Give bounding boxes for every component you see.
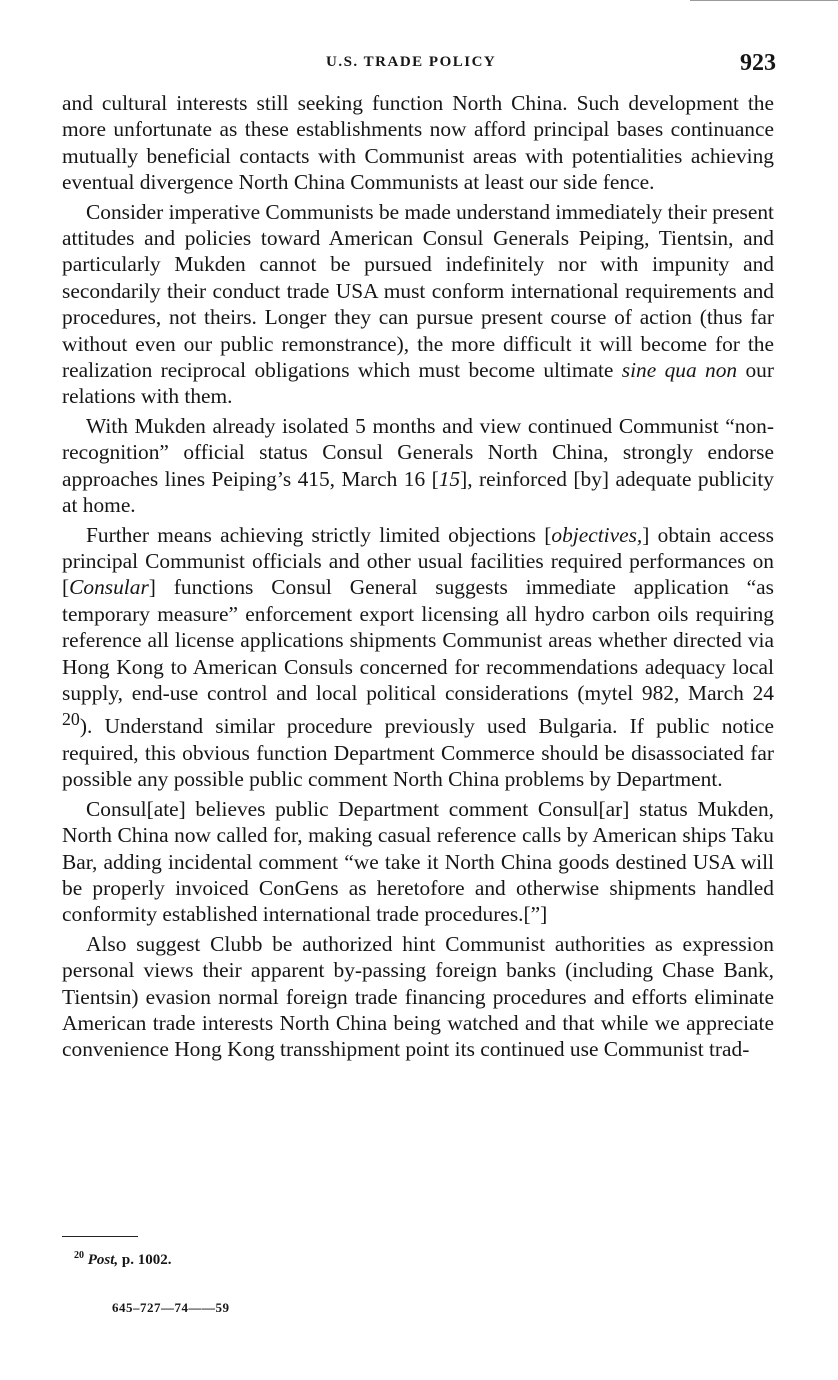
paragraph-5-text: Consul[ate] believes public Department comment Consul[ar] status Mukden, North China now called for, making casual reference calls by American ships Taku Bar, adding incidental comment “we take it North China goods destined USA will be properly invoiced ConGens as heretofore and otherwise shipments handled conformity established international trade procedures.[”] <box>62 796 774 927</box>
footnote-marker: 20 <box>74 1250 84 1261</box>
footnote-rule <box>62 1236 138 1237</box>
paragraph-3-end: ], reinforced [by] adequate publicity at home. <box>62 466 774 518</box>
scan-edge-line <box>690 0 838 1</box>
footnote-reference: 20 <box>62 709 80 730</box>
paragraph-4-text-b: ] obtain access principal Communist officials and other usual facilities required performances on [ <box>62 522 774 600</box>
paragraph-4-text-a: Further means achieving strictly limited objections [ <box>86 522 552 547</box>
paragraph-4 <box>62 522 774 793</box>
paragraph-2 <box>62 199 774 410</box>
footnote <box>74 1250 172 1269</box>
paragraph-3-text: With Mukden already isolated 5 months and view continued Communist “non-recognition” official status Consul Generals North China, strongly endorse approaches lines Peiping’s 415, March 16 [ <box>62 413 774 491</box>
paragraph-6-text: Also suggest Clubb be authorized hint Communist authorities as expression personal views their apparent by-passing foreign banks (including Chase Bank, Tientsin) evasion normal foreign trade financing procedures and efforts eliminate American trade interests North China being watched and that while we appreciate convenience Hong Kong transshipment point its continued use Communist trad- <box>62 931 774 1062</box>
editorial-correction: objectives, <box>551 522 643 547</box>
editorial-insert: 15 <box>438 466 461 491</box>
print-code: 645–727—74——59 <box>112 1300 230 1315</box>
page-number: 923 <box>740 50 776 76</box>
latin-phrase: sine qua non <box>621 358 738 383</box>
paragraph-6 <box>62 931 774 1063</box>
paragraph-1-text: and cultural interests still seeking function North China. Such development the more unfortunate as these establishments now afford principal bases continuance mutually beneficial contacts with Communist areas with potentialities achieving eventual divergence North China Communists at least our side fence. <box>62 91 774 195</box>
paragraph-1 <box>62 90 774 196</box>
running-head: U.S. TRADE POLICY <box>326 54 497 70</box>
paragraph-4-text-d: ). Understand similar procedure previously used Bulgaria. If public notice required, this obvious function Department Commerce should be disassociated far possible any possible public comment North China problems by Department. <box>62 714 774 792</box>
footnote-source: Post, <box>87 1252 119 1268</box>
page-header <box>66 50 780 80</box>
paragraph-2-end: our relations with them. <box>62 358 774 409</box>
body-text <box>62 90 774 1066</box>
footnote-page: p. 1002. <box>121 1252 172 1268</box>
paragraph-5 <box>62 796 774 928</box>
paragraph-3 <box>62 413 774 519</box>
editorial-correction-2: Consular <box>69 575 149 600</box>
paragraph-2-text: Consider imperative Communists be made understand immediately their present attitudes and policies toward American Consul Generals Peiping, Tientsin, and particularly Mukden cannot be pursued indefinitely nor with impunity and secondarily their conduct trade USA must conform international requirements and procedures, not theirs. Longer they can pursue present course of action (thus far without even our public remonstrance), the more difficult it will become for the realization reciprocal obligations which must become ultimate <box>62 199 774 383</box>
paragraph-4-text-c: ] functions Consul General suggests immediate application “as temporary measure” enforcement export licensing all hydro carbon oils requiring reference all license applications shipments Communist areas whether directed via Hong Kong to American Consuls concerned for recommendations adequacy local supply, end-use control and local political considerations (mytel 982, March 24 <box>62 575 774 705</box>
